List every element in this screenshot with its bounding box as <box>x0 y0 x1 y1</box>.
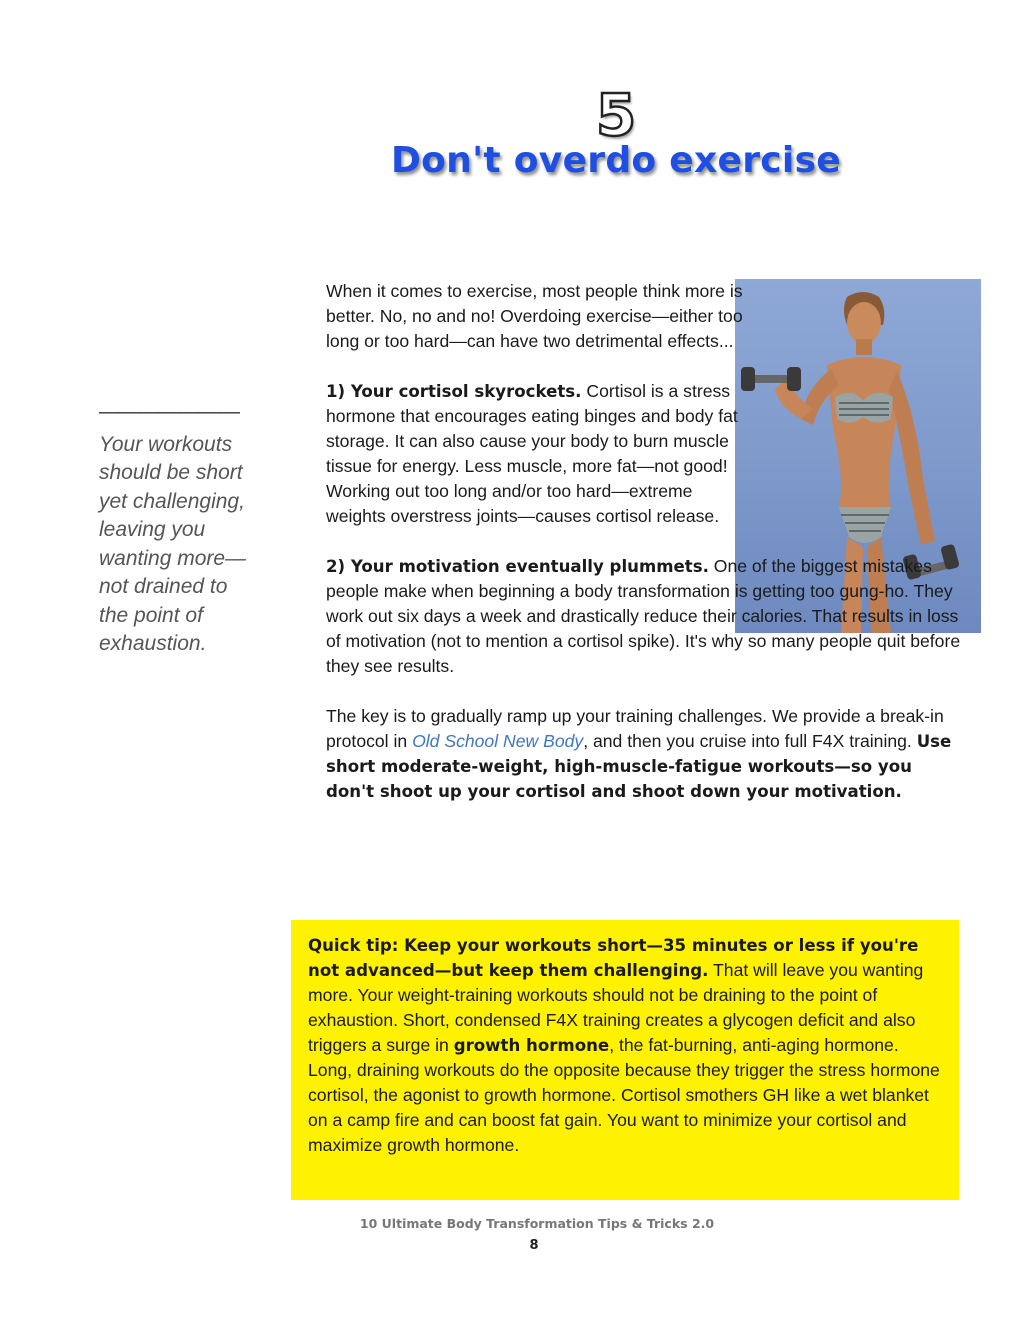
cortisol-heading: 1) Your cortisol skyrockets. <box>326 382 582 401</box>
cortisol-text: Cortisol is a stress hormone that encourages eating binges and body fat storage. It can also cause your body to burn muscle tissue for energy. Less muscle, more fat—not good! Working out too long and/or too hard—extreme weights overstress joints—causes cortisol release. <box>326 381 738 526</box>
key-text-1: The key is to gradually ramp up your training challenges. We provide a break-in protocol in <box>326 706 944 751</box>
quick-tip-text-2: , the fat-burning, anti-aging hormone. Long, draining workouts do the opposite because they trigger the stress hormone cortisol, the agonist to growth hormone. Cortisol smothers GH like a wet blanket on a camp fire and can boost fat gain. You want to minimize your cortisol and maximize growth hormone. <box>308 1035 940 1155</box>
key-paragraph <box>302 704 962 804</box>
quick-tip-text-1: That will leave you wanting more. Your weight-training workouts should not be draining to the point of exhaustion. Short, condensed F4X training creates a glycogen deficit and also triggers a surge in <box>308 960 924 1055</box>
old-school-new-body-link[interactable]: Old School New Body <box>412 731 584 751</box>
sidebar-pull-quote <box>99 398 259 659</box>
cortisol-paragraph <box>302 379 744 529</box>
quick-tip-heading: Quick tip: Keep your workouts short—35 minutes or less if you're not advanced—but keep them challenging. <box>308 936 919 980</box>
chapter-number: 5 <box>595 81 637 149</box>
chapter-title: Don't overdo exercise <box>390 140 842 181</box>
intro-paragraph: When it comes to exercise, most people think more is better. No, no and no! Overdoing exercise—either too long or too hard—can have two detrimental effects... <box>326 281 743 351</box>
key-bold-text: Use short moderate-weight, high-muscle-fatigue workouts—so you don't shoot up your cortisol and shoot down your motivation. <box>326 732 952 801</box>
sidebar-quote-text: Your workouts should be short yet challenging, leaving you wanting more—not drained to the point of exhaustion. <box>99 432 247 655</box>
article-body <box>302 279 962 804</box>
motivation-paragraph <box>302 554 962 679</box>
motivation-heading: 2) Your motivation eventually plummets. <box>326 557 709 576</box>
page-number: 8 <box>529 1238 539 1253</box>
quick-tip-box <box>291 920 959 1200</box>
motivation-text: One of the biggest mistakes people make when beginning a body transformation is getting too gung-ho. They work out six days a week and drastically reduce their calories. That results in loss of motivation (not to mention a cortisol spike). It's why so many people quit before they see results. <box>326 556 961 676</box>
key-text-2: , and then you cruise into full F4X training. <box>583 731 917 751</box>
growth-hormone-bold: growth hormone <box>453 1036 610 1055</box>
sidebar-rule: ——————— <box>99 400 239 423</box>
footer-book-title: 10 Ultimate Body Transformation Tips & Tricks 2.0 <box>359 1216 715 1231</box>
